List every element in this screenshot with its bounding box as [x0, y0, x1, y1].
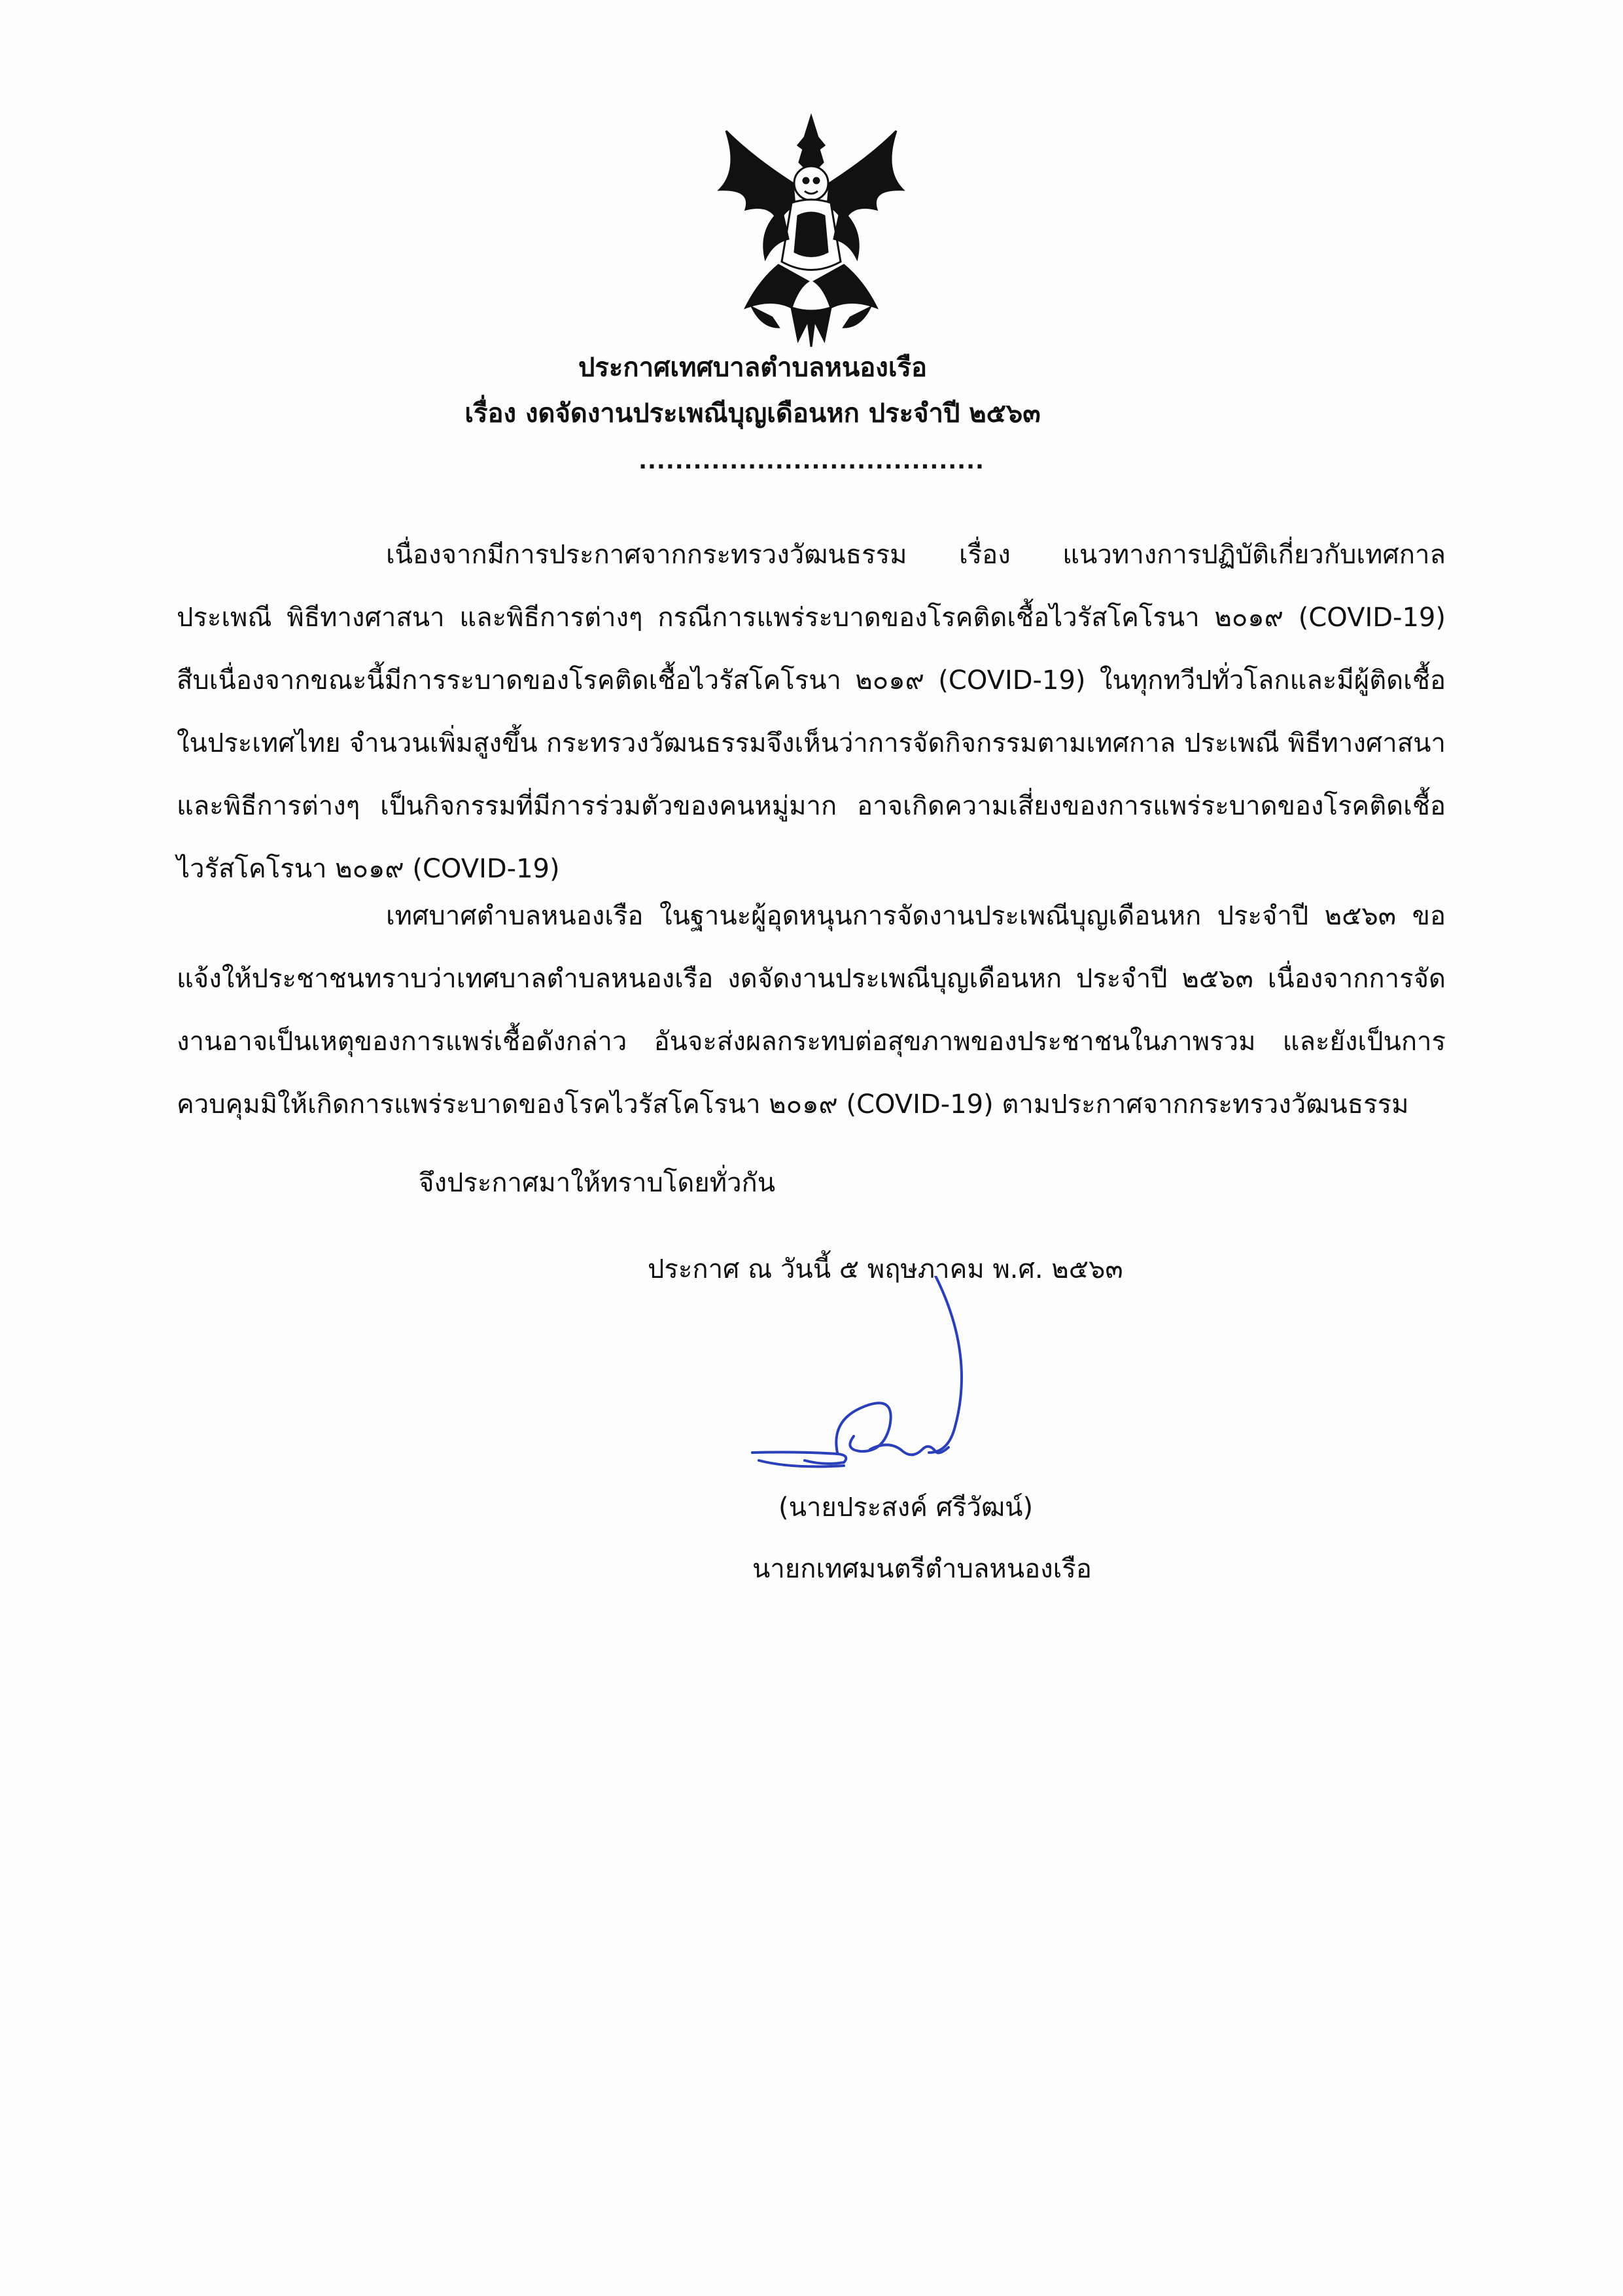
title-separator: ...................................... [638, 448, 985, 474]
announcement-subject: เรื่อง งดจัดงานประเพณีบุญเดือนหก ประจำปี ๒๕๖๓ [464, 398, 1041, 429]
signatory-name: (นายประสงค์ ศรีวัฒน์) [778, 1492, 1034, 1523]
closing-statement: จึงประกาศมาให้ทราบโดยทั่วกัน [419, 1168, 776, 1198]
announcement-date: ประกาศ ณ วันนี้ ๕ พฤษภาคม พ.ศ. ๒๕๖๓ [648, 1254, 1123, 1284]
announcement-title: ประกาศเทศบาลตำบลหนองเรือ [578, 353, 927, 383]
body-paragraph-2: เทศบาศตำบลหนองเรือ ในฐานะผู้อุดหนุนการจัดงานประเพณีบุญเดือนหก ประจำปี ๒๕๖๓ ขอแจ้งให้ประชาชนทราบว่าเทศบาลตำบลหนองเรือ งดจัดงานประเพณีบุญเดือนหก ประจำปี ๒๕๖๓ เนื่องจากการจัดงานอาจเป็นเหตุของการแพร่เชื้อดังกล่าว อันจะส่งผลกระทบต่อสุขภาพของประชาชนในภาพรวม และยังเป็นการควบคุมมิให้เกิดการแพร่ระบาดของโรคไวรัสโคโรนา ๒๐๑๙ (COVID-19) ตามประกาศจากกระทรวงวัฒนธรรม [177, 901, 1446, 1120]
garuda-emblem-icon [700, 111, 922, 353]
handwritten-signature [739, 1276, 1079, 1492]
body-paragraph-1: เนื่องจากมีการประกาศจากกระทรวงวัฒนธรรม เรื่อง แนวทางการปฏิบัติเกี่ยวกับเทศกาล ประเพณี พิธีทางศาสนา และพิธีการต่างๆ กรณีการแพร่ระบาดของโรคติดเชื้อไวรัสโคโรนา ๒๐๑๙ (COVID-19) สืบเนื่องจากขณะนี้มีการระบาดของโรคติดเชื้อไวรัสโคโรนา ๒๐๑๙ (COVID-19) ในทุกทวีปทั่วโลกและมีผู้ติดเชื้อในประเทศไทย จำนวนเพิ่มสูงขึ้น กระทรวงวัฒนธรรมจึงเห็นว่าการจัดกิจกรรมตามเทศกาล ประเพณี พิธีทางศาสนา และพิธีการต่างๆ เป็นกิจกรรมที่มีการร่วมตัวของคนหมู่มาก อาจเกิดความเสี่ยงของการแพร่ระบาดของโรคติดเชื้อไวรัสโคโรนา ๒๐๑๙ (COVID-19) [177, 540, 1446, 884]
signatory-position: นายกเทศมนตรีตำบลหนองเรือ [752, 1554, 1092, 1584]
